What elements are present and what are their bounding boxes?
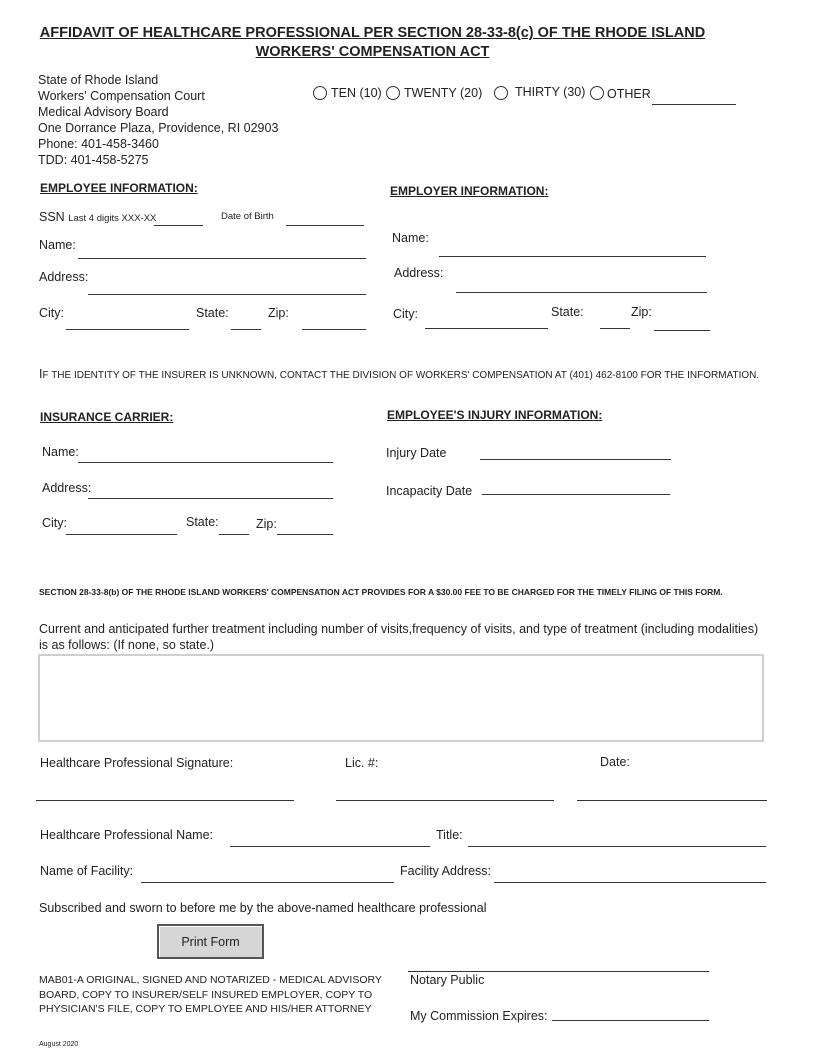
- employee-address-field[interactable]: [88, 294, 366, 295]
- professional-name-field[interactable]: [230, 846, 430, 847]
- license-label: Lic. #:: [345, 756, 379, 770]
- notary-public-label: Notary Public: [410, 973, 485, 987]
- address-line: State of Rhode Island: [38, 73, 159, 87]
- injury-info-header: EMPLOYEE'S INJURY INFORMATION:: [387, 408, 603, 422]
- title-label: Title:: [436, 828, 463, 842]
- employee-city-label: City:: [39, 306, 64, 320]
- facility-name-field[interactable]: [141, 882, 394, 883]
- date-field[interactable]: [577, 800, 767, 801]
- radio-thirty[interactable]: [494, 86, 508, 100]
- carrier-zip-field[interactable]: [277, 534, 333, 535]
- employer-zip-label: Zip:: [631, 305, 652, 319]
- employee-state-label: State:: [196, 306, 229, 320]
- facility-name-label: Name of Facility:: [40, 864, 134, 878]
- notary-signature-field[interactable]: [408, 971, 709, 972]
- revision-date: August 2020: [39, 1041, 79, 1048]
- address-line: One Dorrance Plaza, Providence, RI 02903: [38, 121, 279, 135]
- employer-info-header: EMPLOYER INFORMATION:: [390, 184, 549, 198]
- date-label: Date:: [600, 755, 630, 769]
- fee-notice: SECTION 28-33-8(b) OF THE RHODE ISLAND WORKERS' COMPENSATION ACT PROVIDES FOR A $30.00 FEE TO BE CHARGED FOR THE TIMELY FILING OF THIS FORM.: [39, 587, 723, 597]
- sworn-statement: Subscribed and sworn to before me by the above-named healthcare professional: [39, 901, 487, 915]
- carrier-state-label: State:: [186, 515, 219, 529]
- insurer-unknown-notice: [39, 367, 759, 381]
- injury-date-field[interactable]: [480, 459, 671, 460]
- radio-ten[interactable]: [313, 86, 327, 100]
- ssn-field[interactable]: [154, 225, 203, 226]
- signature-label: Healthcare Professional Signature:: [40, 756, 234, 770]
- address-line: Phone: 401-458-3460: [38, 137, 159, 151]
- radio-twenty[interactable]: [386, 86, 400, 100]
- employer-city-label: City:: [393, 307, 418, 321]
- radio-ten-label: TEN (10): [331, 86, 382, 100]
- facility-address-field[interactable]: [494, 882, 766, 883]
- employer-name-field[interactable]: [439, 256, 706, 257]
- carrier-city-field[interactable]: [66, 534, 177, 535]
- radio-thirty-label: THIRTY (30): [515, 85, 586, 99]
- dob-label: Date of Birth: [221, 211, 274, 222]
- title-field[interactable]: [468, 846, 766, 847]
- employee-zip-field[interactable]: [302, 329, 366, 330]
- incapacity-date-label: Incapacity Date: [386, 484, 473, 498]
- employee-name-label: Name:: [39, 238, 76, 252]
- carrier-state-field[interactable]: [219, 534, 249, 535]
- notice-text: F THE IDENTITY OF THE INSURER IS UNKNOWN, CONTACT THE DIVISION OF WORKERS' COMPENSATION AT (401) 462-8100 FOR THE INFORMATION.: [42, 370, 760, 381]
- form-title-line-1: AFFIDAVIT OF HEALTHCARE PROFESSIONAL PER SECTION 28-33-8(c) OF THE RHODE ISLAND: [39, 25, 706, 41]
- commission-expires-field[interactable]: [552, 1020, 709, 1021]
- carrier-zip-label: Zip:: [256, 517, 277, 531]
- carrier-city-label: City:: [42, 516, 67, 530]
- ssn-text: SSN: [39, 210, 65, 224]
- professional-name-label: Healthcare Professional Name:: [40, 828, 213, 842]
- employee-zip-label: Zip:: [268, 306, 289, 320]
- facility-address-label: Facility Address:: [400, 864, 492, 878]
- employee-name-field[interactable]: [78, 258, 366, 259]
- employee-state-field[interactable]: [231, 329, 261, 330]
- employer-name-label: Name:: [392, 231, 429, 245]
- treatment-textarea[interactable]: [38, 654, 764, 742]
- other-field[interactable]: [652, 104, 736, 105]
- ssn-label: [39, 210, 156, 224]
- print-form-button[interactable]: Print Form: [157, 924, 264, 959]
- employer-state-label: State:: [551, 305, 584, 319]
- carrier-name-field[interactable]: [78, 462, 333, 463]
- employer-address-field[interactable]: [456, 292, 707, 293]
- employer-zip-field[interactable]: [654, 330, 710, 331]
- insurance-carrier-header: INSURANCE CARRIER:: [40, 410, 174, 424]
- address-line: TDD: 401-458-5275: [38, 153, 149, 167]
- carrier-name-label: Name:: [42, 445, 79, 459]
- address-line: Medical Advisory Board: [38, 105, 169, 119]
- signature-field[interactable]: [36, 800, 294, 801]
- employee-info-header: EMPLOYEE INFORMATION:: [40, 181, 198, 195]
- radio-other[interactable]: [590, 86, 604, 100]
- employer-address-label: Address:: [394, 266, 444, 280]
- distribution-note: MAB01-A ORIGINAL, SIGNED AND NOTARIZED - MEDICAL ADVISORY BOARD, COPY TO INSURER/SELF INSURED EMPLOYER, COPY TO PHYSICIAN'S FILE, COPY TO EMPLOYEE AND HIS/HER ATTORNEY: [39, 974, 382, 1015]
- radio-other-label: OTHER: [607, 87, 651, 101]
- agency-address: [38, 72, 278, 168]
- commission-expires-label: My Commission Expires:: [410, 1009, 548, 1023]
- address-line: Workers' Compensation Court: [38, 89, 205, 103]
- license-field[interactable]: [336, 800, 554, 801]
- employer-city-field[interactable]: [425, 328, 548, 329]
- carrier-address-label: Address:: [42, 481, 92, 495]
- treatment-prompt: Current and anticipated further treatment including number of visits,frequency of visits, and type of treatment (including modalities) is as follows: (If none, so state.): [39, 622, 759, 652]
- ssn-hint: Last 4 digits XXX-XX: [68, 213, 157, 224]
- employee-address-label: Address:: [39, 270, 89, 284]
- injury-date-label: Injury Date: [386, 446, 447, 460]
- form-title-line-2: WORKERS' COMPENSATION ACT: [255, 44, 490, 60]
- employee-city-field[interactable]: [66, 329, 189, 330]
- radio-twenty-label: TWENTY (20): [404, 86, 483, 100]
- incapacity-date-field[interactable]: [482, 494, 670, 495]
- carrier-address-field[interactable]: [88, 498, 333, 499]
- employer-state-field[interactable]: [600, 328, 630, 329]
- dob-field[interactable]: [286, 225, 364, 226]
- notice-first-letter: I: [39, 367, 43, 381]
